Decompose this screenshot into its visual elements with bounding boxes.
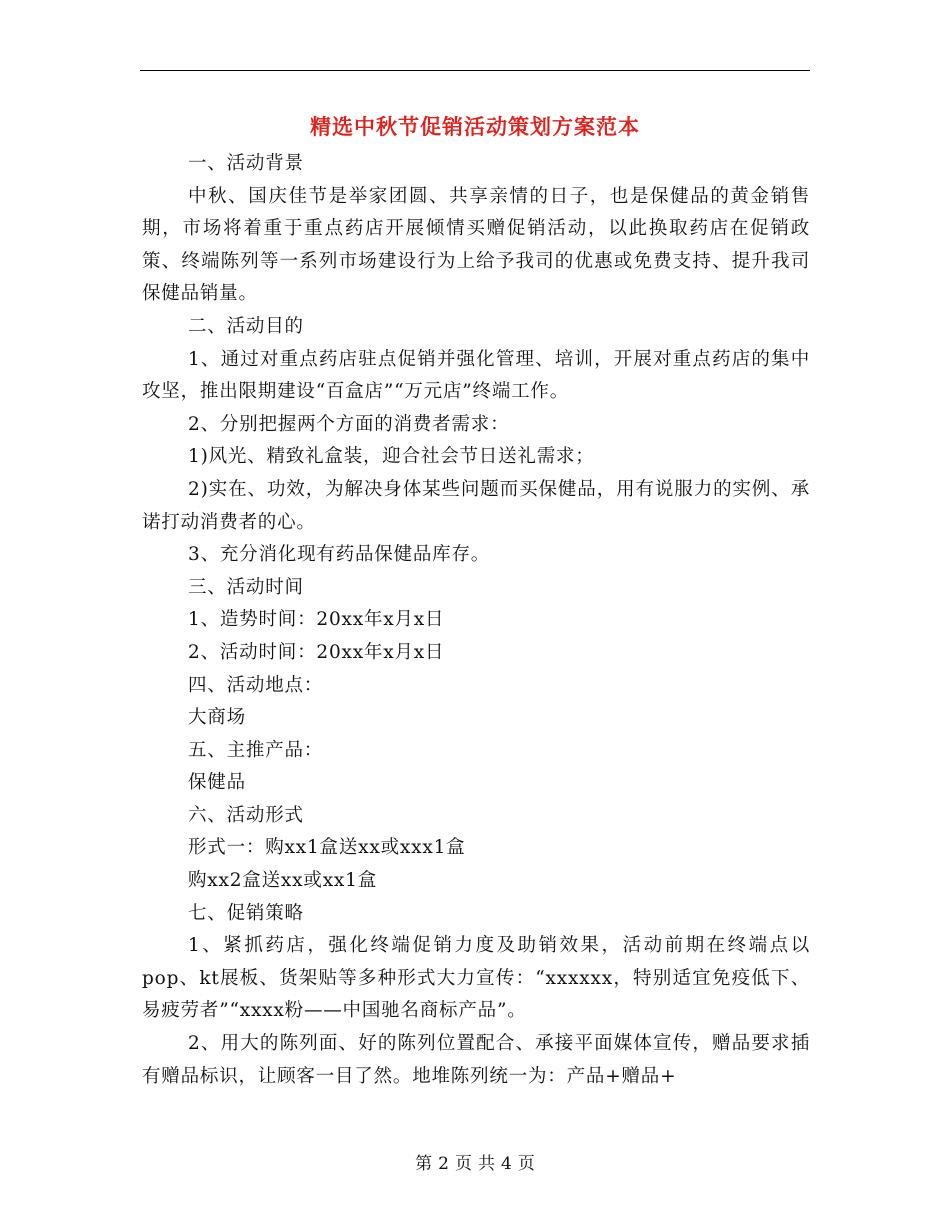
footer-page-label: 页 xyxy=(455,1154,472,1174)
paragraph-background: 中秋、国庆佳节是举家团圆、共享亲情的日子，也是保健品的黄金销售期，市场将着重于重点药店开展倾情买赠促销活动，以此换取药店在促销政策、终端陈列等一系列市场建设行为上给予我司的优惠或免费支持、提升我司保健品销量。 xyxy=(142,185,810,305)
document-title: 精选中秋节促销活动策划方案范本 xyxy=(310,114,640,139)
page-footer xyxy=(0,1152,950,1176)
section-heading-goals: 二、活动目的 xyxy=(188,315,304,337)
document-body xyxy=(142,148,810,1093)
paragraph-time-2: 2、活动时间：20xx年x月x日 xyxy=(188,641,445,663)
section-heading-format: 六、活动形式 xyxy=(188,804,304,826)
paragraph-format-1: 形式一：购xx1盒送xx或xxx1盒 xyxy=(188,837,466,859)
section-heading-background: 一、活动背景 xyxy=(188,153,304,174)
paragraph-products: 保健品 xyxy=(188,772,246,794)
paragraph-goal-3: 3、充分消化现有药品保健品库存。 xyxy=(188,544,491,566)
paragraph-goal-2-sub-2: 2)实在、功效，为解决身体某些问题而买保健品，用有说服力的实例、承诺打动消费者的心。 xyxy=(142,478,810,533)
paragraph-goal-2: 2、分别把握两个方面的消费者需求： xyxy=(188,413,510,435)
section-heading-time: 三、活动时间 xyxy=(188,576,304,598)
header-rule xyxy=(140,70,810,71)
paragraph-strategy-2: 2、用大的陈列面、好的陈列位置配合、承接平面媒体宣传，赠品要求插有赠品标识，让顾客一目了然。地堆陈列统一为：产品+赠品+ xyxy=(142,1033,810,1087)
paragraph-goal-1: 1、通过对重点药店驻点促销并强化管理、培训，开展对重点药店的集中攻坚，推出限期建设“百盒店”“万元店”终端工作。 xyxy=(142,348,810,403)
paragraph-time-1: 1、造势时间：20xx年x月x日 xyxy=(188,609,445,631)
footer-prefix: 第 xyxy=(415,1154,433,1174)
section-heading-products: 五、主推产品： xyxy=(188,739,324,761)
section-heading-strategy: 七、促销策略 xyxy=(188,902,304,924)
footer-current-page: 2 xyxy=(438,1154,449,1174)
paragraph-strategy-1: 1、紧抓药店，强化终端促销力度及助销效果，活动前期在终端点以pop、kt展板、货架贴等多种形式大力宣传：“xxxxxx，特别适宜免疫低下、易疲劳者”“xxxx粉——中国驰名商标产品”。 xyxy=(142,935,810,1022)
paragraph-location: 大商场 xyxy=(188,707,246,729)
footer-suffix: 页 xyxy=(517,1154,535,1174)
footer-total-label: 共 xyxy=(478,1154,495,1174)
paragraph-goal-2-sub-1: 1)风光、精致礼盒装，迎合社会节日送礼需求； xyxy=(188,446,595,468)
paragraph-format-2: 购xx2盒送xx或xx1盒 xyxy=(188,870,378,892)
footer-total-pages: 4 xyxy=(501,1154,512,1174)
section-heading-location: 四、活动地点： xyxy=(188,674,324,696)
